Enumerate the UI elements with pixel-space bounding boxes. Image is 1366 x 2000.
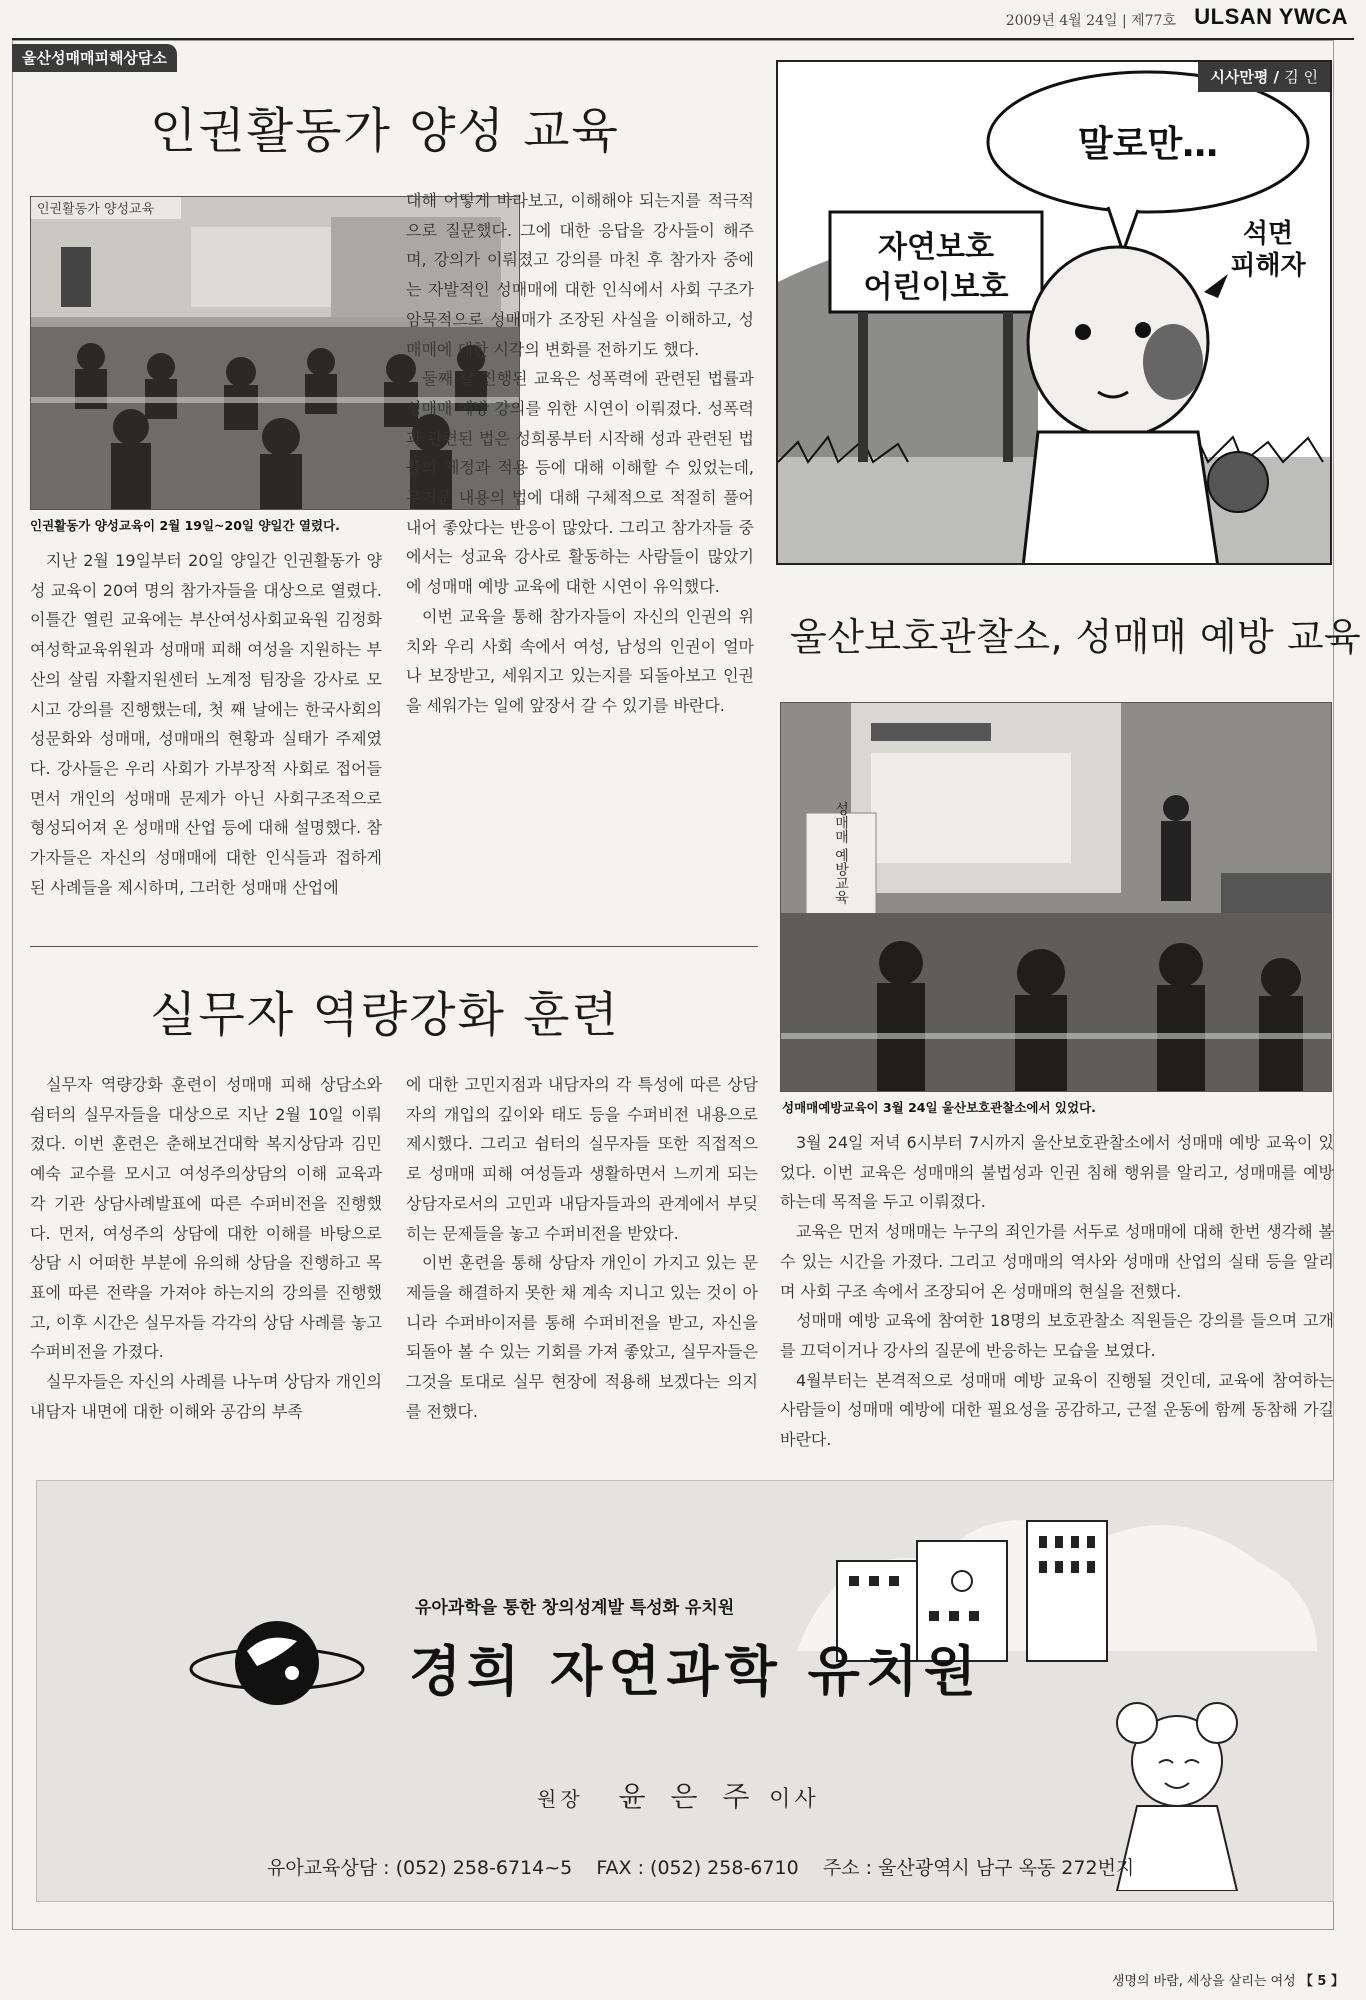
article3-title: 실무자 역량강화 훈련 bbox=[150, 987, 620, 1043]
sign-line2: 어린이보호 bbox=[863, 270, 1009, 305]
page-footer bbox=[1112, 1970, 1344, 1989]
director-title: 이사 bbox=[769, 1787, 820, 1812]
article1-paragraph3: 이번 교육을 통해 참가자들이 자신의 인권의 위치와 우리 사회 속에서 여성, 남성의 인권이 얼마나 보장받고, 세워지고 있는지를 되돌아보고 인권을 세워가는 일에 앞장서 갈 수 있기를 바란다. bbox=[406, 606, 754, 715]
article2-body bbox=[780, 1128, 1334, 1455]
section-tag: 울산성매매피해상담소 bbox=[12, 44, 177, 72]
page-number: 【 5 】 bbox=[1299, 1974, 1344, 1989]
director-name: 윤 은 주 bbox=[618, 1780, 758, 1813]
section-divider bbox=[30, 946, 758, 947]
article2-caption: 성매매예방교육이 3월 24일 울산보호관찰소에서 있었다. bbox=[782, 1100, 1096, 1115]
cartoon-author: 김 인 bbox=[1284, 68, 1318, 86]
ad-subtitle: 유아과학을 통한 창의성계발 특성화 유치원 bbox=[415, 1598, 735, 1618]
photo-banner-text: 인권활동가 양성교육 bbox=[37, 202, 155, 217]
kindergarten-ad bbox=[36, 1480, 1334, 1902]
lecture-photo-illustration bbox=[781, 703, 1332, 1092]
article1-caption: 인권활동가 양성교육이 2월 19일~20일 양일간 열렸다. bbox=[30, 518, 340, 533]
article3-column1 bbox=[30, 1070, 382, 1426]
planet-logo-icon bbox=[187, 1611, 367, 1721]
issue-date: 2009년 4월 24일 | 제77호 bbox=[1005, 13, 1176, 29]
article2-paragraph4: 4월부터는 본격적으로 성매매 예방 교육이 진행될 것인데, 교육에 참여하는 사람들이 성매매 예방에 대한 필요성을 공감하고, 근절 운동에 함께 동참해 가길 바란다. bbox=[780, 1370, 1334, 1450]
ad-director bbox=[537, 1775, 820, 1815]
footer-slogan: 생명의 바람, 세상을 살리는 여성 bbox=[1111, 1974, 1296, 1989]
article2-paragraph1: 3월 24일 저녁 6시부터 7시까지 울산보호관찰소에서 성매매 예방 교육이 있었다. 이번 교육은 성매매의 불법성과 인권 침해 행위를 알리고, 성매매를 예방하는데 목적을 두고 이뤄졌다. bbox=[780, 1133, 1334, 1212]
article3-paragraph1: 실무자 역량강화 훈련이 성매매 피해 상담소와 쉼터의 실무자들을 대상으로 지난 2월 10일 이뤄졌다. 이번 훈련은 춘해보건대학 복지상담과 김민예숙 교수를 모시고 여성주의상담의 이해 교육과 각 기관 상담사례발표에 따른 수퍼비전을 진행했다. 먼저, 여성주의 상담에 대한 이해를 바탕으로 상담 시 어떠한 부분에 유의해 상담을 진행하고 목표에 따른 전략을 가져야 하는지의 강의를 진행했고, 이후 시간은 실무자들 각각의 상담 사례를 놓고 수퍼비전을 가졌다. bbox=[30, 1075, 382, 1362]
director-label: 원장 bbox=[537, 1787, 584, 1811]
cartoon-illustration bbox=[778, 62, 1332, 565]
article3-column2 bbox=[406, 1070, 758, 1426]
article1-column1 bbox=[30, 546, 382, 902]
article3-paragraph2: 실무자들은 자신의 사례를 나누며 상담자 개인의 내담자 내면에 대한 이해와 공감의 부족 bbox=[30, 1372, 382, 1421]
cartoon-tag-label: 시사만평 bbox=[1210, 68, 1269, 86]
article2-photo bbox=[780, 702, 1332, 1092]
cartoon-tag: 시사만평 / 김 인 bbox=[1198, 62, 1330, 92]
sign-line1: 자연보호 bbox=[878, 230, 994, 265]
article1-paragraph2: 둘째 날 진행된 교육은 성폭력에 관련된 법률과 성매매 예방 강의를 위한 시연이 이뤄졌다. 성폭력과 관련된 법은 성희롱부터 시작해 성과 관련된 법률의 제정과 적용 등에 대해 이해할 수 있었는데, 무거운 내용의 법에 대해 구체적으로 적절히 풀어내어 좋았다는 반응이 많았다. 그리고 참가자들 중에서는 성교육 강사로 활동하는 사람들이 많았기에 성매매 예방 교육에 대한 시연이 유익했다. bbox=[406, 369, 754, 597]
brand-logo-text: ULSAN YWCA bbox=[1194, 4, 1348, 29]
victim-label-line2: 피해자 bbox=[1230, 251, 1306, 281]
article3-paragraph3: 이번 훈련을 통해 상담자 개인이 가지고 있는 문제들을 해결하지 못한 채 계속 지니고 있는 것이 아니라 수퍼바이저를 통해 수퍼비전을 받고, 자신을 되돌아 볼 수 있는 기회를 가져 좋았고, 실무자들은 그것을 토대로 실무 현장에 적용해 보겠다는 의지를 전했다. bbox=[406, 1253, 758, 1421]
article1-title: 인권활동가 양성 교육 bbox=[150, 103, 620, 159]
article2-paragraph3: 성매매 예방 교육에 참여한 18명의 보호관찰소 직원들은 강의를 들으며 고개를 끄덕이거나 강사의 질문에 반응하는 모습을 보였다. bbox=[780, 1311, 1334, 1360]
article1-paragraph1: 지난 2월 19일부터 20일 양일간 인권활동가 양성 교육이 20여 명의 참가자들을 대상으로 열렸다. 이틀간 열린 교육에는 부산여성사회교육원 김정화 여성학교육위원과 성매매 피해 여성을 지원하는 부산의 살림 자활지원센터 노계정 팀장을 강사로 모시고 강의를 진행했는데, 첫 째 날에는 한국사회의 성문화와 성매매, 성매매의 현황과 실태가 주제였다. 강사들은 우리 사회가 가부장적 사회로 접어들면서 개인의 성매매 문제가 아닌 사회구조적으로 형성되어져 온 성매매 산업 등에 대해 설명했다. 참가자들은 자신의 성매매에 대한 인식들과 접하게 된 사례들을 제시하며, 그러한 성매매 산업에 bbox=[30, 551, 382, 897]
editorial-cartoon bbox=[776, 60, 1332, 565]
speech-text: 말로만… bbox=[1077, 124, 1219, 165]
victim-label-line1: 석면 bbox=[1242, 219, 1294, 249]
article2-title: 울산보호관찰소, 성매매 예방 교육 bbox=[790, 615, 1362, 659]
ad-title: 경희 자연과학 유치원 bbox=[409, 1640, 983, 1703]
photo-banner-text: 성매매 예방교육 bbox=[833, 801, 849, 905]
article2-paragraph2: 교육은 먼저 성매매는 누구의 죄인가를 서두로 성매매에 대해 한번 생각해 볼 수 있는 시간을 가졌다. 그리고 성매매의 역사와 성매매 산업의 실태 등을 알리며 사회 구조 속에서 조장되어 온 성매매의 현실을 전했다. bbox=[780, 1222, 1334, 1301]
article3-col2-continued: 에 대한 고민지점과 내담자의 각 특성에 따른 상담자의 개입의 깊이와 태도 등을 수퍼비전 내용으로 제시했다. 그리고 쉼터의 실무자들 또한 직접적으로 성매매 피해 여성들과 생활하면서 느끼게 되는 상담자로서의 고민과 내담자들과의 관계에서 부딪히는 문제들을 놓고 수퍼비전을 받았다. bbox=[406, 1075, 758, 1243]
article1-column2 bbox=[406, 186, 754, 721]
article1-col2-continued: 대해 어떻게 바라보고, 이해해야 되는지를 적극적으로 질문했다. 그에 대한 응답을 강사들이 해주며, 강의가 이뤄졌고 강의를 마친 후 참가자 중에는 자발적인 성매매에 대한 인식에서 사회 구조가 암묵적으로 성매매가 조장된 사실을 이해하고, 성매매에 대한 시각의 변화를 전하기도 했다. bbox=[406, 191, 754, 359]
ad-contact: 유아교육상담 : (052) 258-6714~5 FAX : (052) 258-6710 주소 : 울산광역시 남구 옥동 272번지 bbox=[267, 1857, 1135, 1879]
